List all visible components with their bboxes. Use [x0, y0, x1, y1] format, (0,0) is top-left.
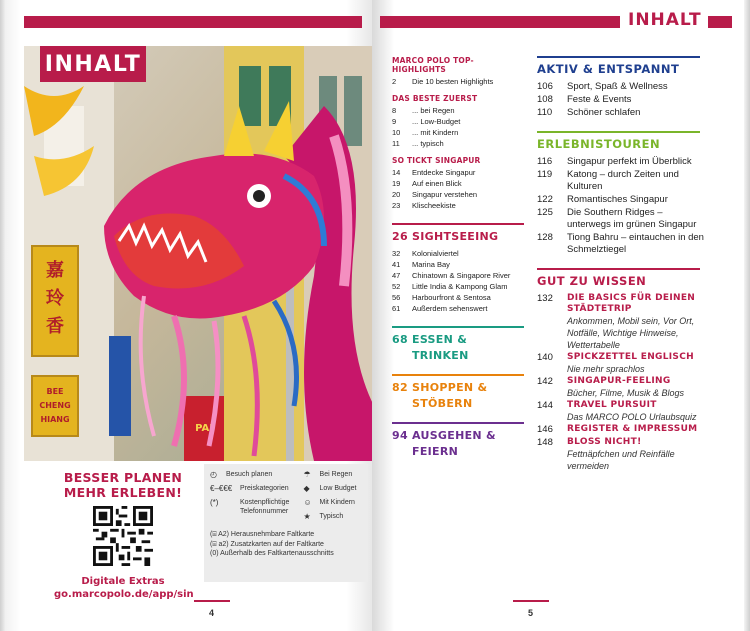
page-number-bar-left: [194, 600, 230, 602]
section-rule: [392, 374, 524, 376]
typical-icon: ★: [303, 512, 311, 521]
clock-icon: ◴: [210, 470, 217, 479]
toc-entry-text: ... Low-Budget: [412, 117, 461, 126]
toc-page-number: 14: [392, 168, 401, 177]
toc-entry[interactable]: [392, 116, 524, 127]
toc-page-number: 146: [537, 424, 553, 435]
euro-icon: €–€€€: [210, 484, 233, 493]
legend-note: (⌸ A2) Herausnehmbare Faltkarte: [210, 531, 315, 538]
toc-entry[interactable]: [392, 76, 524, 87]
toc-page-number: 32: [392, 249, 401, 258]
promo-url-link[interactable]: go.marcopolo.de/app/sin: [54, 589, 194, 600]
asterisk-icon: (*): [210, 498, 219, 507]
section-rule: [537, 131, 700, 133]
toc-page-number: 110: [537, 107, 553, 118]
toc-gut-zu-wissen: [537, 268, 709, 472]
toc-das-beste: [392, 94, 524, 149]
toc-entry[interactable]: [537, 169, 709, 193]
toc-entry-subtitle: Nie mehr sprachlos: [567, 364, 645, 374]
section-heading-erlebnis[interactable]: ERLEBNISTOUREN: [537, 137, 661, 151]
toc-entry[interactable]: [392, 189, 524, 200]
toc-entry[interactable]: [392, 178, 524, 189]
toc-entry[interactable]: [537, 81, 709, 93]
toc-entry[interactable]: [392, 292, 524, 303]
toc-entry-text: Marina Bay: [412, 260, 450, 269]
toc-entry-subtitle: Bücher, Filme, Musik & Blogs: [567, 388, 685, 398]
section-title: SO TICKT SINGAPUR: [392, 156, 481, 165]
section-heading-ausgehen[interactable]: [392, 428, 524, 460]
svg-text:PAI: PAI: [195, 423, 213, 434]
legend-note: (⌸ a2) Zusatzkarten auf der Faltkarte: [210, 540, 324, 548]
section-rule: [537, 268, 700, 270]
toc-page-number: 119: [537, 169, 553, 180]
toc-page-number: 132: [537, 293, 553, 304]
svg-text:玲: 玲: [46, 288, 64, 309]
left-top-bar: [24, 16, 362, 28]
toc-page-number: 9: [392, 117, 397, 126]
toc-entry-text: ... typisch: [412, 139, 444, 148]
toc-entry-text: Entdecke Singapur: [412, 168, 476, 177]
legend-row: [210, 470, 304, 479]
dragon-dance-photo: [24, 46, 374, 461]
qr-code-icon[interactable]: [93, 506, 153, 566]
svg-text:香: 香: [46, 316, 64, 337]
toc-top-highlights: [392, 56, 524, 87]
legend-column-1: [210, 470, 304, 526]
toc-entry-text: Katong – durch Zeiten und Kulturen: [567, 169, 679, 192]
section-rule: [392, 223, 524, 225]
toc-entry-text: Schöner schlafen: [567, 107, 641, 118]
legend-row: [210, 498, 304, 516]
toc-entry[interactable]: [537, 400, 709, 423]
toc-entry-title: REGISTER & IMPRESSUM: [567, 424, 698, 434]
toc-page-number: 8: [392, 106, 397, 115]
legend-box: [204, 464, 368, 582]
svg-text:CHENG: CHENG: [39, 401, 71, 410]
legend-label: Besuch planen: [226, 471, 273, 478]
legend-label: Preiskategorien: [240, 485, 289, 492]
toc-entry[interactable]: [537, 207, 709, 231]
toc-entry[interactable]: [537, 107, 709, 119]
toc-page-number: 125: [537, 207, 553, 218]
right-page-heading: INHALT: [628, 10, 702, 30]
svg-text:BEE: BEE: [46, 387, 64, 396]
toc-entry-title: TRAVEL PURSUIT: [567, 400, 657, 410]
toc-page-number: 10: [392, 128, 401, 137]
toc-page-number: 2: [392, 77, 397, 86]
section-heading-essen[interactable]: [392, 332, 524, 364]
toc-entry-subtitle: Fettnäpfchen und Reinfälle vermeiden: [567, 449, 675, 471]
toc-entry-subtitle: Das MARCO POLO Urlaubsquiz: [567, 412, 697, 422]
toc-page-number: 47: [392, 271, 401, 280]
toc-entry-title: SPICKZETTEL ENGLISCH: [567, 352, 694, 362]
legend-column-2: [304, 470, 362, 526]
right-top-bar-tail: [708, 16, 732, 28]
toc-entry[interactable]: [537, 232, 709, 256]
book-edge-right: [744, 0, 750, 631]
svg-text:HIANG: HIANG: [40, 415, 70, 424]
legend-row: [304, 484, 362, 493]
section-heading-text: ESSEN & TRINKEN: [412, 333, 469, 362]
toc-entry-text: Little India & Kampong Glam: [412, 282, 508, 291]
toc-page-number: 108: [537, 94, 553, 105]
toc-so-tickt: [392, 156, 524, 211]
legend-label: Mit Kindern: [319, 499, 355, 506]
app-promo: [54, 470, 192, 601]
legend-label: Bei Regen: [319, 471, 353, 478]
toc-entry[interactable]: [392, 270, 524, 281]
section-heading-sightseeing[interactable]: [392, 229, 524, 245]
toc-page-number: 11: [392, 139, 400, 148]
family-icon: ☺: [303, 498, 312, 507]
toc-page-number: 52: [392, 282, 401, 291]
toc-entry[interactable]: [392, 127, 524, 138]
toc-essen: [392, 326, 524, 364]
toc-erlebnis: [537, 131, 709, 256]
toc-entry-text: Tiong Bahru – eintauchen in den Schmelztiegel: [567, 232, 704, 255]
toc-entry-text: Die 10 besten Highlights: [412, 77, 494, 86]
section-heading-text: AUSGEHEN & FEIERN: [412, 429, 496, 458]
toc-entry-text: Chinatown & Singapore River: [412, 271, 511, 280]
toc-page-number: 19: [392, 179, 401, 188]
toc-page-number: 61: [392, 304, 401, 313]
legend-row: [304, 470, 362, 479]
toc-page-number: 148: [537, 437, 553, 448]
toc-page-number: 140: [537, 352, 553, 363]
toc-entry[interactable]: [392, 281, 524, 292]
toc-entry[interactable]: [537, 437, 709, 472]
toc-entry-text: ... bei Regen: [412, 106, 455, 115]
toc-entry[interactable]: [537, 194, 709, 206]
toc-page-number: 56: [392, 293, 401, 302]
legend-label: Typisch: [319, 513, 344, 520]
toc-entry[interactable]: [537, 94, 709, 106]
toc-entry[interactable]: [537, 293, 709, 351]
toc-entry-text: Harbourfront & Sentosa: [412, 293, 491, 302]
toc-page-number: 23: [392, 201, 401, 210]
legend-note: (0) Außerhalb des Faltkartenausschnitts: [210, 550, 334, 557]
toc-entry-text: Singapur verstehen: [412, 190, 478, 199]
page-number-left: 4: [209, 608, 215, 618]
legend-label: Kostenpflichtige Telefonnummer: [240, 499, 290, 515]
toc-shoppen: [392, 374, 524, 412]
toc-ausgehen: [392, 422, 524, 460]
toc-entry-text: Sport, Spaß & Wellness: [567, 81, 668, 92]
section-rule: [392, 326, 524, 328]
toc-page-number: 20: [392, 190, 401, 199]
section-page-number: 94: [392, 429, 408, 442]
section-rule: [537, 56, 700, 58]
toc-entry-text: Romantisches Singapur: [567, 194, 668, 205]
page-number-right: 5: [528, 608, 534, 618]
legend-notes: [210, 530, 362, 559]
svg-text:嘉: 嘉: [46, 260, 64, 281]
section-title: DAS BESTE ZUERST: [392, 94, 478, 103]
toc-entry-subtitle: Ankommen, Mobil sein, Vor Ort, Notfälle, Wichtige Hinweise, Wettertabelle: [567, 316, 695, 350]
toc-page-number: 41: [392, 260, 401, 269]
toc-entry[interactable]: [392, 138, 524, 149]
toc-entry[interactable]: [392, 105, 524, 116]
inhalt-label-box: [40, 46, 146, 82]
legend-row: [304, 498, 362, 507]
left-page-heading: INHALT: [44, 51, 142, 77]
section-page-number: 68: [392, 333, 408, 346]
toc-page-number: 128: [537, 232, 553, 243]
toc-entry-text: Kolonialviertel: [412, 249, 459, 258]
toc-entry-title: BLOSS NICHT!: [567, 437, 642, 447]
toc-entry[interactable]: [392, 167, 524, 178]
toc-page-number: 122: [537, 194, 553, 205]
section-title: MARCO POLO TOP-HIGHLIGHTS: [392, 56, 474, 74]
dragon-illustration: [24, 46, 374, 461]
section-heading-aktiv[interactable]: AKTIV & ENTSPANNT: [537, 62, 680, 76]
toc-page-number: 106: [537, 81, 553, 92]
toc-entry[interactable]: [392, 248, 524, 259]
toc-entry[interactable]: [392, 259, 524, 270]
umbrella-icon: ☂: [303, 470, 311, 479]
toc-entry[interactable]: [392, 303, 524, 314]
page-number-bar-right: [513, 600, 549, 602]
promo-title-1: BESSER PLANEN: [63, 470, 183, 485]
toc-entry-text: Klischeekiste: [412, 201, 456, 210]
toc-page-number: 144: [537, 400, 553, 411]
toc-entry-text: Auf einen Blick: [412, 179, 462, 188]
toc-sightseeing: [392, 223, 524, 314]
toc-entry-title: SINGAPUR-FEELING: [567, 376, 671, 386]
promo-digital: Digitale Extras: [81, 576, 165, 587]
section-heading-gut-zu-wissen[interactable]: GUT ZU WISSEN: [537, 274, 647, 288]
legend-label: Low Budget: [319, 485, 357, 492]
toc-entry-text: ... mit Kindern: [412, 128, 459, 137]
section-heading-text: SIGHTSEEING: [412, 230, 499, 243]
legend-row: [210, 484, 304, 493]
toc-entry-title: DIE BASICS FÜR DEINEN STÄDTETRIP: [567, 293, 696, 314]
legend-row: [304, 512, 362, 521]
toc-entry[interactable]: [537, 156, 709, 168]
toc-column-middle: [392, 56, 524, 467]
toc-entry[interactable]: [537, 424, 709, 436]
toc-aktiv: [537, 56, 709, 119]
right-top-bar: [380, 16, 620, 28]
toc-entry[interactable]: [537, 352, 709, 375]
promo-title-2: MEHR ERLEBEN!: [63, 485, 183, 500]
toc-page-number: 142: [537, 376, 553, 387]
section-page-number: 82: [392, 381, 408, 394]
toc-entry-text: Die Southern Ridges – unterwegs im grünen Singapur: [567, 207, 697, 230]
toc-entry-text: Singapur perfekt im Überblick: [567, 156, 692, 167]
toc-entry[interactable]: [537, 376, 709, 399]
section-page-number: 26: [392, 230, 408, 243]
section-rule: [392, 422, 524, 424]
toc-entry-text: Außerdem sehenswert: [412, 304, 488, 313]
section-heading-text: SHOPPEN & STÖBERN: [412, 381, 488, 410]
toc-entry[interactable]: [392, 200, 524, 211]
section-heading-shoppen[interactable]: [392, 380, 524, 412]
toc-page-number: 116: [537, 156, 553, 167]
toc-entry-text: Feste & Events: [567, 94, 632, 105]
toc-column-right: [537, 56, 709, 484]
piggy-bank-icon: ◆: [303, 484, 310, 493]
